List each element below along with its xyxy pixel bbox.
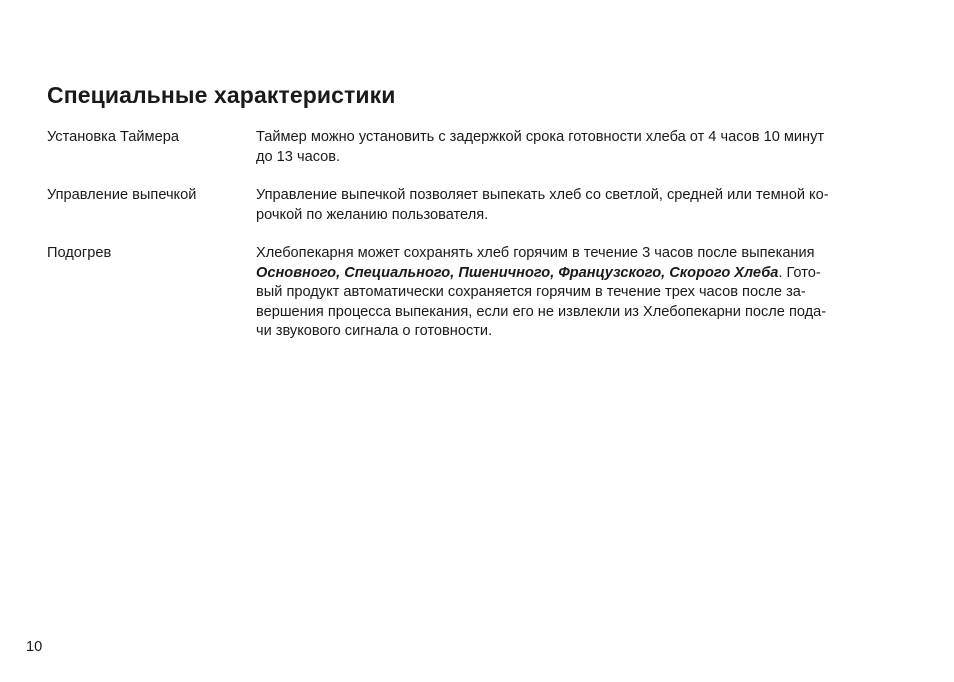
description-line: до 13 часов. [256, 148, 341, 165]
feature-label-baking-control: Управление выпечкой [47, 187, 197, 203]
bread-programs-emphasis: Основного, Специального, Пшеничного, Французского, Скорого Хлеба [256, 264, 779, 281]
description-line: Управление выпечкой позволяет выпекать хлеб со светлой, средней или темной ко- [256, 187, 829, 203]
description-line-continuation: . Гото- [778, 264, 821, 281]
description-line: Хлебопекарня может сохранять хлеб горячим в течение 3 часов после выпекания [256, 245, 815, 261]
feature-description-baking-control [256, 186, 916, 225]
description-line: чи звукового сигнала о готовности. [256, 323, 493, 339]
description-line [256, 264, 916, 284]
description-line: вый продукт автоматически сохраняется горячим в течение трех часов после за- [256, 284, 806, 300]
feature-description-keep-warm [256, 244, 916, 342]
description-line: вершения процесса выпекания, если его не извлекли из Хлебопекарни после пода- [256, 303, 827, 320]
page-number: 10 [26, 639, 43, 655]
feature-label-timer: Установка Таймера [47, 129, 179, 145]
feature-description-timer [256, 128, 916, 167]
description-line: Таймер можно установить с задержкой срока готовности хлеба от 4 часов 10 минут [256, 129, 825, 145]
description-line: рочкой по желанию пользователя. [256, 206, 489, 223]
page-title: Специальные характеристики [47, 82, 396, 108]
feature-label-keep-warm: Подогрев [47, 245, 112, 261]
